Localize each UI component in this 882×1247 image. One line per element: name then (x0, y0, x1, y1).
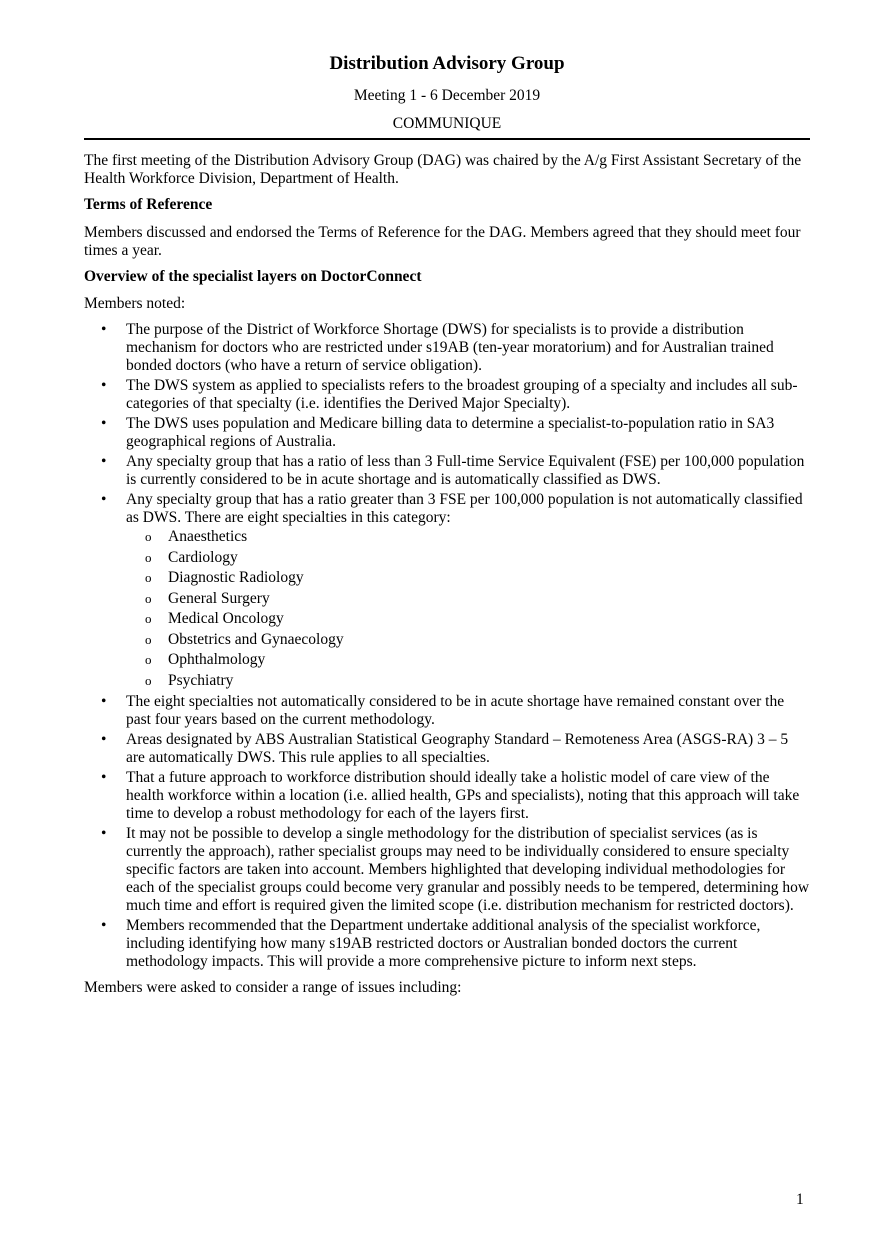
closing-paragraph: Members were asked to consider a range of issues including: (84, 979, 462, 996)
document-title: Distribution Advisory Group (329, 53, 565, 74)
bullet-icon: • (101, 825, 107, 842)
bullet-icon: • (101, 769, 107, 786)
hollow-bullet-icon: o (145, 529, 152, 544)
document-type: COMMUNIQUE (392, 115, 502, 132)
list-item: • Areas designated by ABS Australian Statistical Geography Standard – Remoteness Area (ASGS-RA) 3 – 5 are automatically DWS. This rule applies to all specialties. (101, 731, 789, 766)
page-number: 1 (796, 1191, 804, 1208)
specialty-item: o Psychiatry (84, 671, 810, 692)
noted-list (84, 321, 810, 971)
list-item: • The eight specialties not automatically considered to be in acute shortage have remained constant over the past four years based on the current methodology. (101, 693, 785, 728)
overview-heading: Overview of the specialist layers on DoctorConnect (84, 268, 422, 285)
bullet-icon: • (101, 453, 107, 470)
intro-paragraph: The first meeting of the Distribution Advisory Group (DAG) was chaired by the A/g First Assistant Secretary of the Health Workforce Division, Department of Health. (84, 152, 802, 187)
list-item: • The purpose of the District of Workforce Shortage (DWS) for specialists is to provide a distribution mechanism for doctors who are restricted under s19AB (ten-year moratorium) and for Australian trained bonded doctors (who have a return of service obligation). (101, 321, 774, 374)
specialty-item: o Diagnostic Radiology (84, 568, 810, 589)
bullet-icon: • (101, 917, 107, 934)
meeting-date: Meeting 1 - 6 December 2019 (353, 87, 541, 104)
bullet-icon: • (101, 693, 107, 710)
hollow-bullet-icon: o (145, 549, 152, 565)
bullet-icon: • (101, 415, 107, 432)
list-item: • It may not be possible to develop a single methodology for the distribution of specialist services (as is currently the approach), rather specialist groups may need to be individually considered to ensure specialty specific factors are taken into account. Members highlighted that developing individual methodologies for each of the specialist groups could become very granular and possibly needs to be tempered, determining how much time and effort is required given the limited scope (i.e. distribution mechanism for restricted doctors). (101, 825, 810, 914)
list-item: • That a future approach to workforce distribution should ideally take a holistic model of care view of the health workforce within a location (i.e. allied health, GPs and specialists), noting that this approach will take time to develop a robust methodology for each of the layers first. (101, 769, 800, 822)
specialty-item: o Obstetrics and Gynaecology (84, 630, 810, 651)
specialty-item: o Ophthalmology (84, 650, 810, 671)
bullet-icon: • (101, 321, 107, 338)
header-rule (84, 138, 810, 140)
communique-page (84, 52, 810, 997)
hollow-bullet-icon: o (145, 652, 152, 667)
specialty-item: o General Surgery (84, 589, 810, 610)
specialty-item: o Cardiology (84, 548, 810, 569)
hollow-bullet-icon: o (145, 570, 152, 585)
specialty-item: o Anaesthetics (84, 527, 810, 548)
bullet-icon: • (101, 491, 107, 508)
hollow-bullet-icon: o (145, 631, 152, 647)
list-item: • Any specialty group that has a ratio of less than 3 Full-time Service Equivalent (FSE) per 100,000 population is currently considered to be in acute shortage and is automatically classified as DWS. (101, 453, 805, 488)
terms-paragraph: Members discussed and endorsed the Terms of Reference for the DAG. Members agreed that they should meet four times a year. (84, 224, 801, 259)
list-item: • Any specialty group that has a ratio greater than 3 FSE per 100,000 population is not automatically classified as DWS. There are eight specialties in this category: o Anaesthetics o Cardiology o Diagnostic Radiology o General Surgery o Medical Oncology o Obstetrics and Gynaecology o Ophthalmology o Psychiatry (84, 491, 810, 691)
hollow-bullet-icon: o (145, 590, 152, 606)
specialty-item: o Medical Oncology (84, 609, 810, 630)
hollow-bullet-icon: o (145, 672, 152, 688)
bullet-icon: • (101, 731, 107, 748)
bullet-icon: • (101, 377, 107, 394)
terms-heading: Terms of Reference (84, 196, 213, 213)
list-item: • The DWS system as applied to specialists refers to the broadest grouping of a specialty and includes all sub-categories of that specialty (i.e. identifies the Derived Major Specialty). (101, 377, 798, 412)
specialty-list (126, 527, 810, 691)
members-noted: Members noted: (84, 295, 186, 312)
list-item: • The DWS uses population and Medicare billing data to determine a specialist-to-population ratio in SA3 geographical regions of Australia. (101, 415, 775, 450)
hollow-bullet-icon: o (145, 611, 152, 626)
list-item: • Members recommended that the Department undertake additional analysis of the specialist workforce, including identifying how many s19AB restricted doctors or Australian bonded doctors the current methodology impacts. This will provide a more comprehensive picture to inform next steps. (101, 917, 761, 970)
